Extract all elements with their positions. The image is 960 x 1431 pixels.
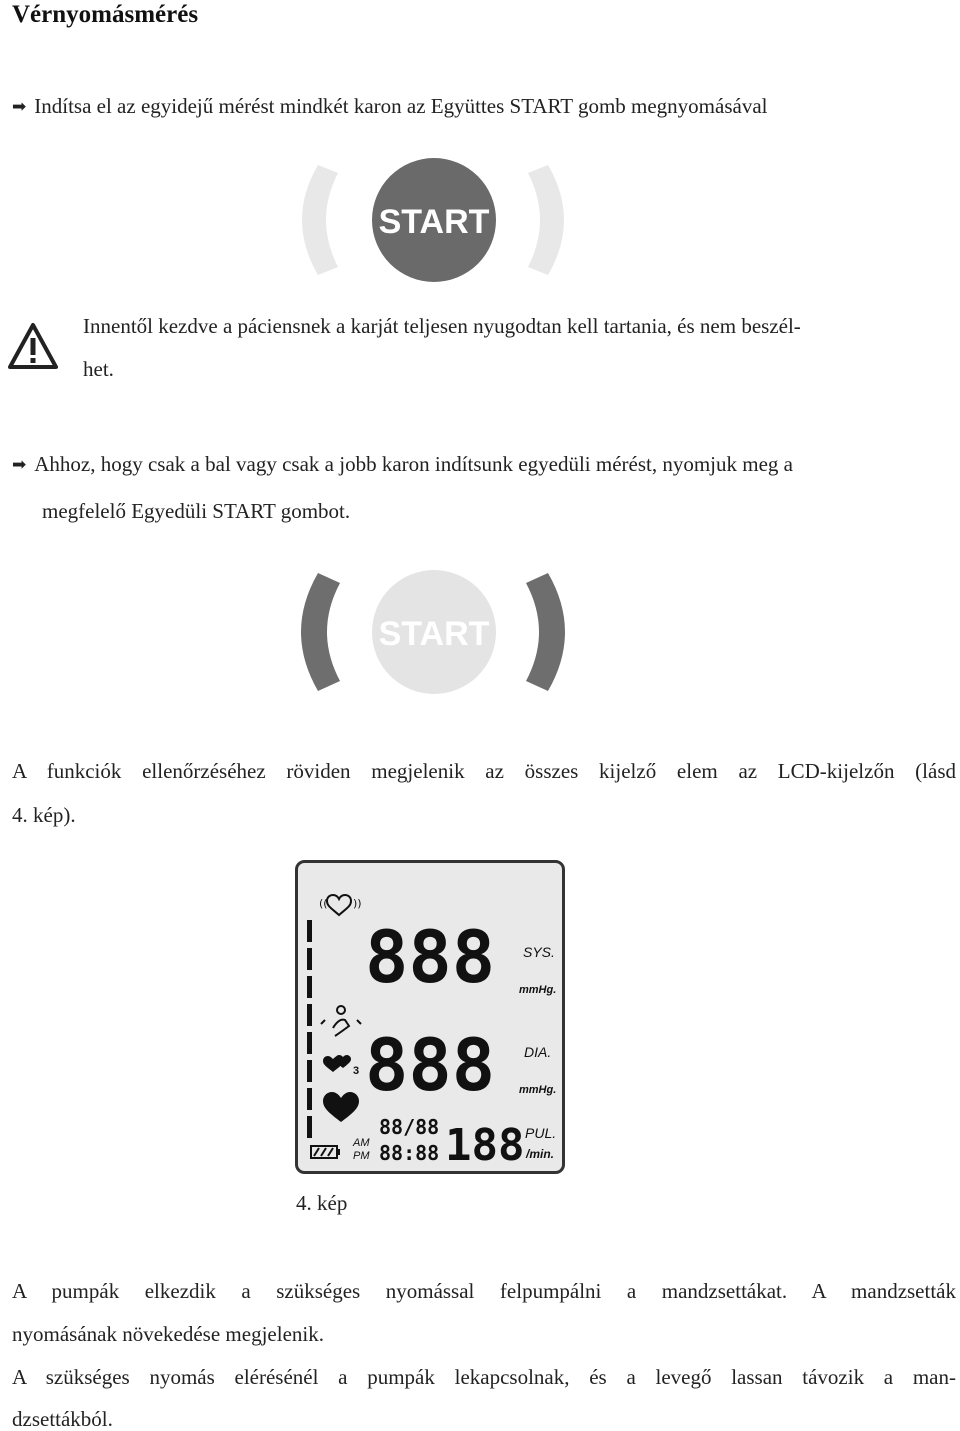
page-title: Vérnyomásmérés (12, 1, 199, 28)
date-digits: 88/88 (379, 1115, 440, 1139)
release-line1: A szükséges nyomás elérésénél a pumpák lekapcsolnak, és a levegő lassan távozik a man- (12, 1365, 956, 1389)
pul-unit: /min. (526, 1147, 555, 1161)
svg-text:)): )) (353, 897, 362, 910)
single-start-button-graphic (300, 567, 570, 697)
release-line2: dzsettákból. (12, 1407, 113, 1431)
sys-unit: mmHg. (519, 984, 557, 996)
warning-line1: Innentől kezdve a páciensnek a karját teljesen nyugodtan kell tartania, és nem beszél- (83, 314, 801, 338)
left-bracket-dark (301, 573, 340, 691)
pumps-line2: nyomásának növekedése megjelenik. (12, 1322, 324, 1346)
step2-line2: megfelelő Egyedüli START gombot. (42, 499, 351, 523)
left-bracket-light (302, 165, 338, 275)
start-label-dark: START (378, 203, 490, 241)
step2-line1 (12, 453, 793, 477)
arrow-right-icon: ➡ (12, 455, 27, 475)
svg-text:3: 3 (353, 1065, 360, 1077)
lcd-intro-line2: 4. kép). (12, 803, 76, 827)
pulse-digits: 188 (445, 1120, 525, 1171)
combined-start-button-graphic (300, 155, 570, 285)
arrow-right-icon: ➡ (12, 97, 27, 117)
figure-caption: 4. kép (296, 1191, 348, 1215)
right-bracket-light (528, 165, 564, 275)
warning-icon (8, 322, 58, 370)
diastolic-digits: 888 (365, 1023, 496, 1107)
time-digits: 88:88 (379, 1141, 440, 1165)
dia-unit: mmHg. (519, 1084, 557, 1096)
right-bracket-dark (526, 573, 565, 691)
pul-label: PUL. (525, 1125, 557, 1141)
am-label: AM (353, 1137, 370, 1149)
warning-line2: het. (83, 357, 114, 381)
start-label-light: START (378, 615, 490, 653)
pumps-line1: A pumpák elkezdik a szükséges nyomással felpumpálni a mandzsettákat. A mandzsetták (12, 1279, 956, 1303)
step1-label: Indítsa el az egyidejű mérést mindkét karon az Együttes START gomb megnyomásával (34, 94, 768, 118)
svg-text:((: (( (319, 897, 328, 910)
lcd-display-figure (295, 860, 565, 1174)
dia-label: DIA. (524, 1044, 552, 1060)
pm-label: PM (353, 1150, 370, 1162)
systolic-digits: 888 (365, 915, 496, 999)
step1-text (12, 95, 768, 119)
sys-label: SYS. (523, 944, 555, 960)
lcd-intro-line1: A funkciók ellenőrzéséhez röviden megjelenik az összes kijelző elem az LCD-kijelzőn (lásd (12, 759, 956, 783)
step2-label: Ahhoz, hogy csak a bal vagy csak a jobb karon indítsunk egyedüli mérést, nyomjuk meg a (34, 452, 793, 476)
